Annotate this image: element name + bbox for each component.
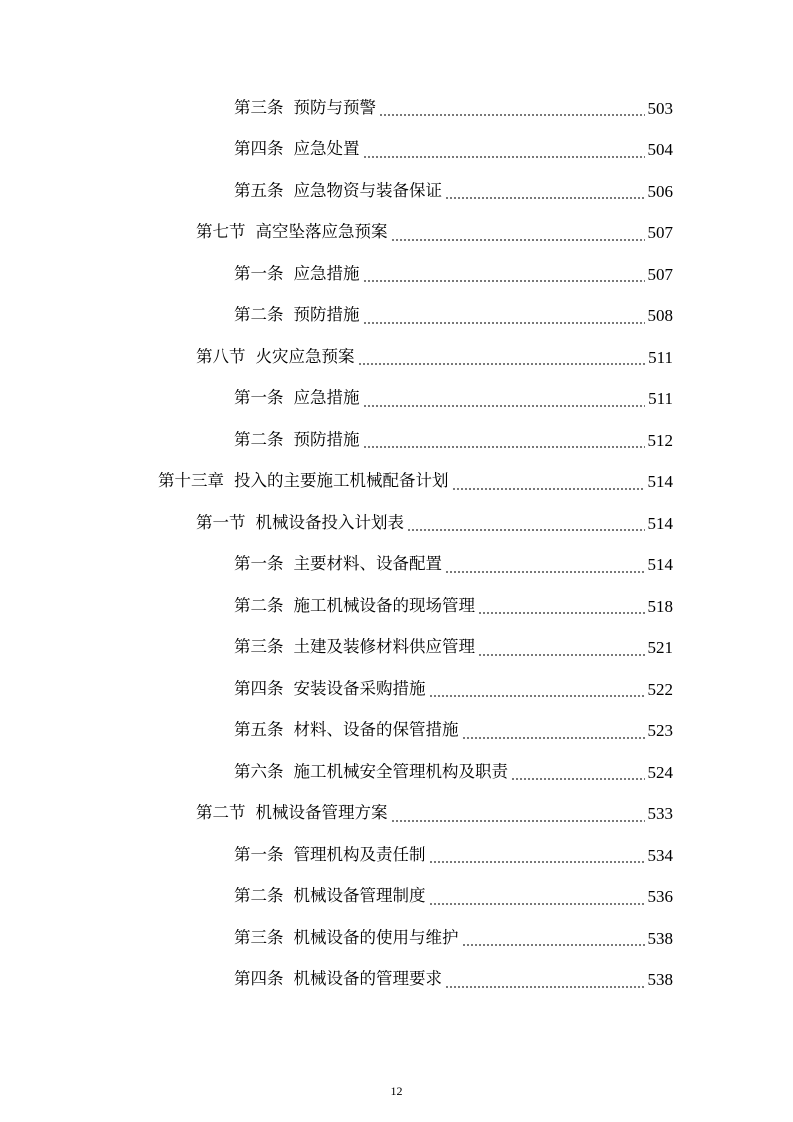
toc-entry-page: 503 bbox=[647, 98, 673, 118]
toc-entry-title: 投入的主要施工机械配备计划 bbox=[234, 471, 449, 491]
dot-leader bbox=[429, 695, 645, 697]
toc-entry[interactable] bbox=[234, 960, 673, 1000]
toc-entry-number: 第八节 bbox=[196, 346, 246, 366]
toc-entry[interactable] bbox=[234, 711, 673, 751]
toc-entry-title: 应急措施 bbox=[293, 388, 360, 408]
dot-leader bbox=[363, 280, 645, 282]
dot-leader bbox=[445, 197, 645, 199]
table-of-contents bbox=[0, 88, 793, 1088]
toc-entry-number: 第六条 bbox=[234, 761, 284, 781]
toc-entry-number: 第一条 bbox=[234, 388, 284, 408]
toc-entry-page: 522 bbox=[647, 679, 673, 699]
page-number: 12 bbox=[390, 1084, 403, 1098]
toc-entry-number: 第一条 bbox=[234, 844, 284, 864]
toc-entry[interactable] bbox=[234, 254, 673, 294]
toc-entry-page: 524 bbox=[647, 762, 673, 782]
toc-entry[interactable] bbox=[234, 130, 673, 170]
toc-entry-title: 预防措施 bbox=[293, 305, 360, 325]
dot-leader bbox=[363, 405, 646, 407]
toc-entry-title: 应急措施 bbox=[293, 263, 360, 283]
toc-entry[interactable] bbox=[234, 877, 673, 917]
toc-entry-number: 第四条 bbox=[234, 678, 284, 698]
toc-entry[interactable] bbox=[234, 628, 673, 668]
toc-entry-title: 材料、设备的保管措施 bbox=[293, 720, 459, 740]
toc-entry[interactable] bbox=[234, 586, 673, 626]
toc-entry-page: 511 bbox=[648, 347, 673, 367]
toc-entry-page: 504 bbox=[647, 140, 673, 159]
toc-entry-page: 506 bbox=[647, 181, 673, 201]
toc-entry[interactable] bbox=[234, 420, 673, 460]
dot-leader bbox=[391, 239, 645, 241]
toc-entry-page: 514 bbox=[647, 555, 673, 574]
toc-entry-title: 安装设备采购措施 bbox=[293, 678, 426, 698]
dot-leader bbox=[478, 654, 645, 656]
dot-leader bbox=[363, 156, 645, 158]
dot-leader bbox=[478, 612, 645, 614]
toc-entry-title: 机械设备的管理要求 bbox=[293, 969, 442, 989]
toc-entry-number: 第一条 bbox=[234, 263, 284, 283]
toc-entry[interactable] bbox=[196, 503, 673, 543]
toc-entry-page: 538 bbox=[647, 970, 673, 989]
dot-leader bbox=[363, 322, 645, 324]
toc-entry-page: 538 bbox=[647, 928, 673, 948]
toc-entry[interactable] bbox=[234, 918, 673, 958]
toc-entry-page: 533 bbox=[647, 804, 673, 823]
toc-entry-number: 第二条 bbox=[234, 305, 284, 325]
toc-entry-title: 机械设备投入计划表 bbox=[255, 512, 404, 532]
toc-entry-page: 514 bbox=[647, 513, 673, 533]
dot-leader bbox=[462, 737, 645, 739]
toc-entry[interactable] bbox=[234, 88, 673, 128]
toc-entry-page: 534 bbox=[647, 845, 673, 865]
toc-entry-number: 第五条 bbox=[234, 720, 284, 740]
dot-leader bbox=[462, 944, 645, 946]
dot-leader bbox=[363, 446, 645, 448]
toc-entry-page: 518 bbox=[647, 596, 673, 616]
toc-entry-title: 主要材料、设备配置 bbox=[293, 554, 442, 574]
toc-entry-page: 507 bbox=[647, 223, 673, 242]
toc-entry-number: 第二条 bbox=[234, 595, 284, 615]
toc-entry-title: 机械设备管理方案 bbox=[255, 803, 388, 823]
toc-entry-page: 512 bbox=[647, 430, 673, 450]
toc-entry[interactable] bbox=[234, 545, 673, 585]
dot-leader bbox=[407, 529, 645, 531]
toc-entry[interactable] bbox=[234, 669, 673, 709]
dot-leader bbox=[445, 986, 645, 988]
toc-entry[interactable] bbox=[234, 379, 673, 419]
dot-leader bbox=[445, 571, 645, 573]
toc-entry-page: 536 bbox=[647, 887, 673, 906]
toc-entry[interactable] bbox=[234, 752, 673, 792]
toc-entry[interactable] bbox=[196, 213, 673, 253]
toc-entry-title: 机械设备管理制度 bbox=[293, 886, 426, 906]
toc-entry-page: 521 bbox=[647, 638, 673, 657]
toc-entry-title: 机械设备的使用与维护 bbox=[293, 927, 459, 947]
dot-leader bbox=[511, 778, 645, 780]
toc-entry[interactable] bbox=[196, 794, 673, 834]
dot-leader bbox=[429, 861, 645, 863]
toc-entry-number: 第三条 bbox=[234, 637, 284, 657]
toc-entry-number: 第四条 bbox=[234, 139, 284, 159]
toc-entry-page: 514 bbox=[647, 472, 673, 491]
toc-entry-title: 预防措施 bbox=[293, 429, 360, 449]
toc-entry[interactable] bbox=[234, 296, 673, 336]
toc-entry-title: 土建及装修材料供应管理 bbox=[293, 637, 475, 657]
toc-entry-title: 火灾应急预案 bbox=[255, 346, 355, 366]
toc-entry-number: 第一条 bbox=[234, 554, 284, 574]
toc-entry-number: 第十三章 bbox=[158, 471, 224, 491]
toc-entry-number: 第二条 bbox=[234, 429, 284, 449]
dot-leader bbox=[358, 363, 646, 365]
toc-entry[interactable] bbox=[234, 171, 673, 211]
toc-entry-page: 523 bbox=[647, 721, 673, 740]
toc-entry-title: 应急物资与装备保证 bbox=[293, 180, 442, 200]
toc-entry-title: 施工机械安全管理机构及职责 bbox=[293, 761, 508, 781]
toc-entry-title: 应急处置 bbox=[293, 139, 360, 159]
dot-leader bbox=[452, 488, 645, 490]
toc-entry-number: 第一节 bbox=[196, 512, 246, 532]
dot-leader bbox=[379, 114, 645, 116]
toc-entry-title: 高空坠落应急预案 bbox=[255, 222, 388, 242]
toc-entry-page: 511 bbox=[648, 389, 673, 408]
toc-entry[interactable] bbox=[196, 337, 673, 377]
toc-entry-title: 预防与预警 bbox=[293, 97, 376, 117]
dot-leader bbox=[429, 903, 645, 905]
toc-entry-number: 第三条 bbox=[234, 97, 284, 117]
toc-entry-number: 第二节 bbox=[196, 803, 246, 823]
toc-entry-title: 管理机构及责任制 bbox=[293, 844, 426, 864]
toc-entry-page: 508 bbox=[647, 306, 673, 325]
dot-leader bbox=[391, 820, 645, 822]
toc-entry-number: 第七节 bbox=[196, 222, 246, 242]
toc-entry-number: 第二条 bbox=[234, 886, 284, 906]
toc-entry-number: 第四条 bbox=[234, 969, 284, 989]
toc-entry[interactable] bbox=[234, 835, 673, 875]
toc-entry-number: 第五条 bbox=[234, 180, 284, 200]
toc-entry-title: 施工机械设备的现场管理 bbox=[293, 595, 475, 615]
toc-entry[interactable] bbox=[158, 462, 673, 502]
toc-entry-number: 第三条 bbox=[234, 927, 284, 947]
toc-entry-page: 507 bbox=[647, 264, 673, 284]
